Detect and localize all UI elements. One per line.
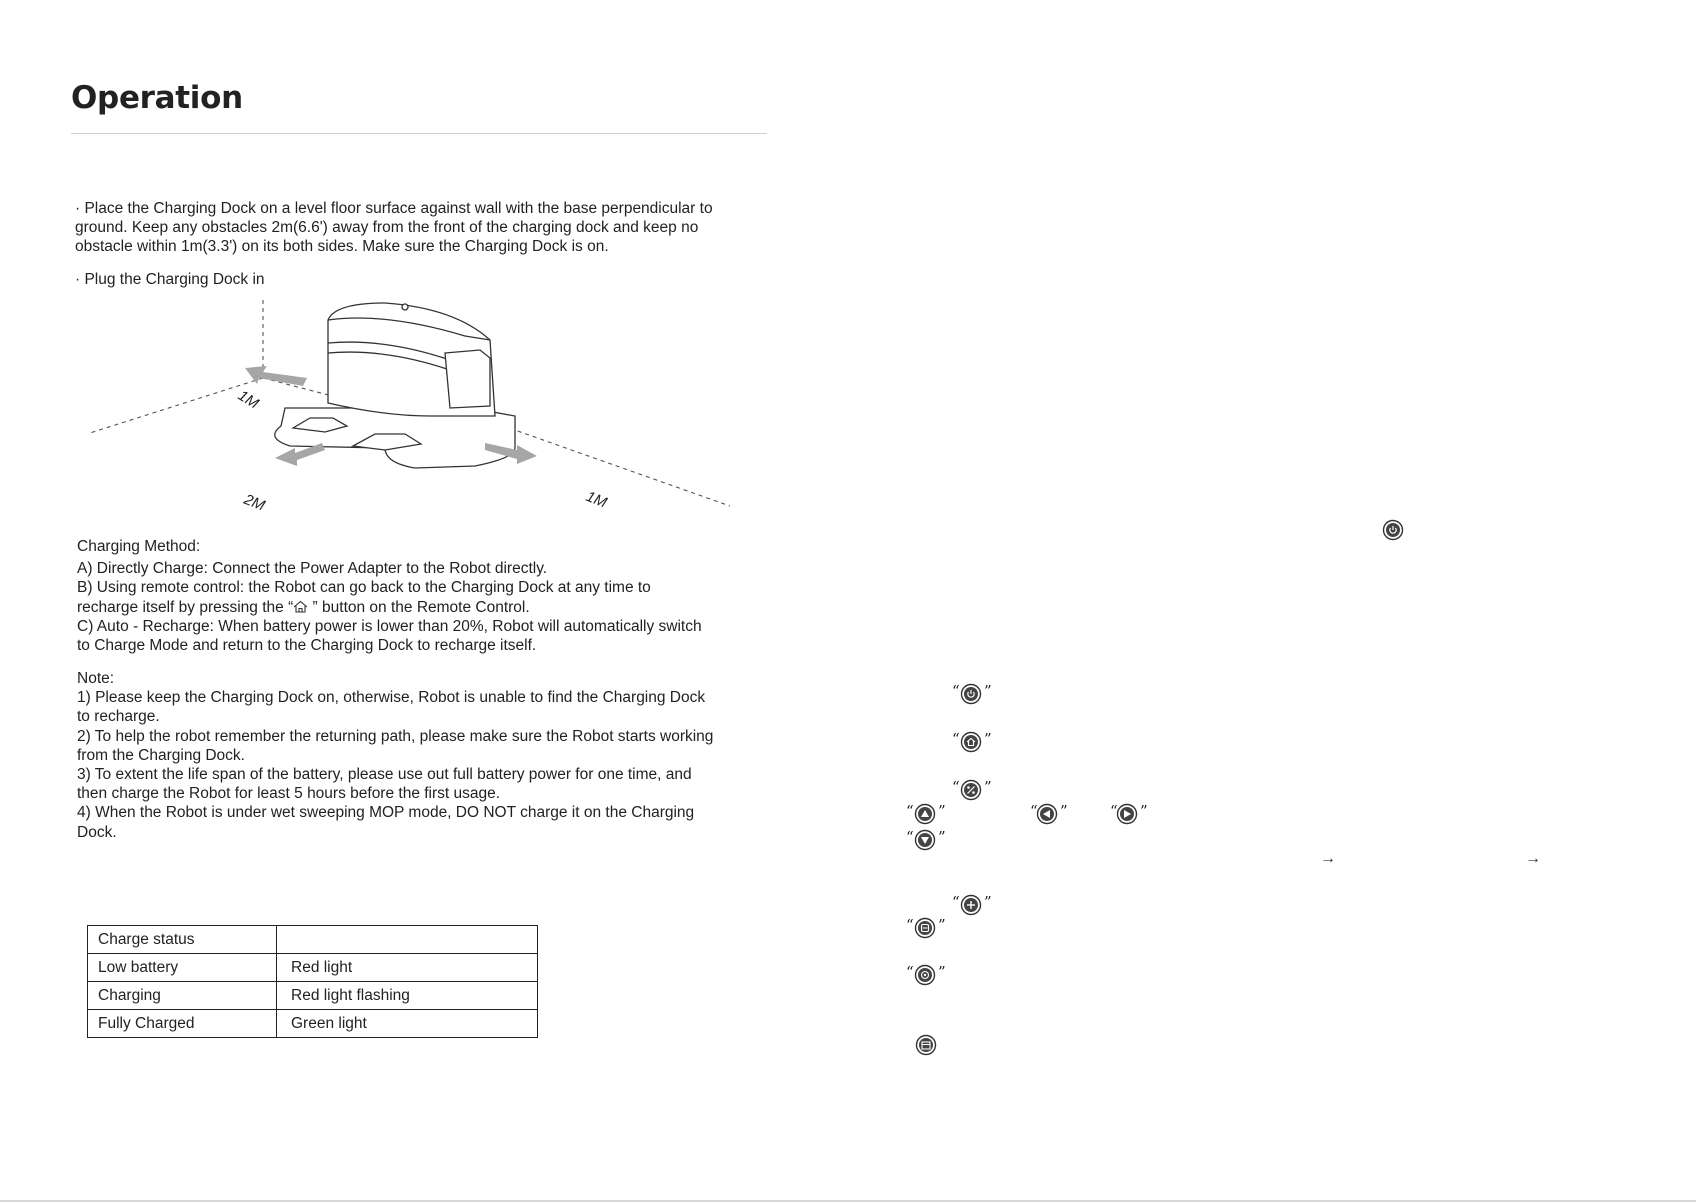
plus-icon	[960, 894, 982, 916]
charging-dock	[275, 303, 515, 468]
status-cell: Low battery	[88, 954, 277, 982]
label-front-2m: 2M	[241, 490, 268, 515]
home-icon	[293, 600, 308, 613]
charging-method-heading: Charging Method:	[77, 538, 201, 555]
table-row	[88, 982, 538, 1010]
open-quote: “	[952, 730, 960, 748]
open-quote: “	[952, 893, 960, 911]
close-quote: ”	[1140, 802, 1148, 820]
light-cell: Red light	[277, 954, 538, 982]
target-icon	[914, 964, 936, 986]
charging-method-b-pre: recharge itself by pressing the “	[77, 598, 294, 616]
page-title: Operation	[71, 80, 243, 116]
note-4-line2: Dock.	[77, 823, 117, 841]
note-1-line2: to recharge.	[77, 708, 160, 726]
charging-method-b-line1: B) Using remote control: the Robot can go back to the Charging Dock at any time to	[77, 579, 651, 597]
title-divider	[71, 133, 767, 134]
sequence-arrow: →	[1525, 850, 1541, 867]
page-bottom-divider	[0, 1200, 1696, 1202]
home-icon	[960, 731, 982, 753]
close-quote: ”	[984, 893, 992, 911]
close-quote: ”	[984, 730, 992, 748]
open-quote: “	[906, 828, 914, 846]
charging-method-b-post: ” button on the Remote Control.	[308, 598, 530, 616]
notes-heading: Note:	[77, 670, 115, 687]
schedule-icon	[915, 1034, 937, 1056]
close-quote: ”	[938, 802, 946, 820]
charging-dock-illustration	[85, 298, 735, 518]
table-row	[88, 954, 538, 982]
power-icon	[960, 683, 982, 705]
open-quote: “	[952, 682, 960, 700]
note-4-line1: 4) When the Robot is under wet sweeping MOP mode, DO NOT charge it on the Charging	[77, 804, 695, 822]
charging-method-b-line2	[77, 598, 702, 617]
close-quote: ”	[938, 963, 946, 981]
spot-clean-icon	[960, 779, 982, 801]
open-quote: “	[952, 778, 960, 796]
arrow-up-icon	[914, 803, 936, 825]
charging-method-c-line1: C) Auto - Recharge: When battery power is lower than 20%, Robot will automatically switch	[77, 617, 702, 635]
close-quote: ”	[984, 682, 992, 700]
intro-line-2: ground. Keep any obstacles 2m(6.6') away from the front of the charging dock and keep no	[75, 219, 699, 237]
note-3-line1: 3) To extent the life span of the battery, please use out full battery power for one time, and	[77, 766, 692, 784]
label-left-1m: 1M	[234, 386, 262, 413]
open-quote: “	[1030, 802, 1038, 820]
label-right-1m: 1M	[583, 487, 610, 512]
notes-section	[77, 669, 713, 842]
open-quote: “	[1110, 802, 1118, 820]
intro-paragraph	[75, 199, 713, 257]
note-3-line2: then charge the Robot for least 5 hours before the first usage.	[77, 785, 501, 803]
light-cell: Red light flashing	[277, 982, 538, 1010]
charge-status-table	[87, 925, 538, 1038]
charging-method-c-line2: to Charge Mode and return to the Charging Dock to recharge itself.	[77, 637, 537, 655]
close-quote: ”	[938, 828, 946, 846]
arrow-right-icon	[1116, 803, 1138, 825]
open-quote: “	[906, 963, 914, 981]
plug-instruction	[75, 270, 265, 289]
sequence-arrow: →	[1320, 850, 1336, 867]
left-clearance-arrow	[245, 366, 307, 386]
note-2-line2: from the Charging Dock.	[77, 746, 245, 764]
plug-line: · Plug the Charging Dock in	[75, 271, 265, 288]
open-quote: “	[906, 802, 914, 820]
status-cell: Fully Charged	[88, 1010, 277, 1038]
status-cell: Charge status	[88, 926, 277, 954]
close-quote: ”	[938, 916, 946, 934]
open-quote: “	[906, 916, 914, 934]
intro-line-1: · Place the Charging Dock on a level floor surface against wall with the base perpendicular to	[75, 200, 713, 217]
charging-method-a: A) Directly Charge: Connect the Power Adapter to the Robot directly.	[77, 560, 548, 578]
light-cell: Green light	[277, 1010, 538, 1038]
mode-icon	[914, 917, 936, 939]
table-row	[88, 1010, 538, 1038]
table-row	[88, 926, 538, 954]
intro-line-3: obstacle within 1m(3.3') on its both sides. Make sure the Charging Dock is on.	[75, 238, 609, 256]
note-1-line1: 1) Please keep the Charging Dock on, otherwise, Robot is unable to find the Charging Dock	[77, 689, 706, 707]
status-cell: Charging	[88, 982, 277, 1010]
charging-method-section	[77, 537, 702, 655]
light-cell	[277, 926, 538, 954]
close-quote: ”	[1060, 802, 1068, 820]
arrow-down-icon	[914, 829, 936, 851]
note-2-line1: 2) To help the robot remember the returning path, please make sure the Robot starts working	[77, 727, 714, 745]
power-icon	[1382, 519, 1404, 541]
close-quote: ”	[984, 778, 992, 796]
arrow-left-icon	[1036, 803, 1058, 825]
